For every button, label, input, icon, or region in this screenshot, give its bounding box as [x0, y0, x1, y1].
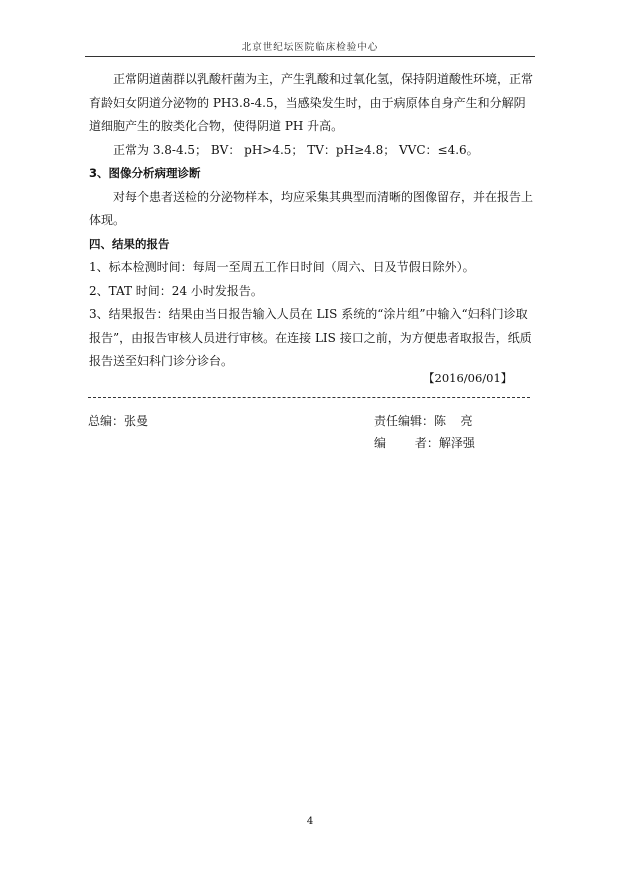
chief-editor: 总编：张曼 [88, 414, 149, 428]
publish-date: 【2016/06/01】 [423, 371, 513, 385]
dashed-divider [88, 397, 530, 398]
section-heading-result-report: 四、结果的报告 [89, 236, 170, 251]
document-body [89, 68, 533, 374]
page-number: 4 [306, 816, 314, 827]
page-header: 北京世纪坛医院临床检验中心 [241, 42, 379, 53]
list-item-tat: 2、TAT 时间：24 小时发报告。 [89, 283, 263, 298]
paragraph-image-analysis: 对每个患者送检的分泌物样本，均应采集其典型而清晰的图像留存，并在报告上体现。 [89, 189, 534, 227]
paragraph-vaginal-flora: 正常阴道菌群以乳酸杆菌为主，产生乳酸和过氧化氢，保持阴道酸性环境，正常育龄妇女阴道分泌物的 PH3.8-4.5，当感染发生时，由于病原体自身产生和分解阴道细胞产生的胺类化合物，使得阴道 PH 升高。 [89, 72, 534, 133]
header-divider [85, 56, 535, 57]
list-item-result-report: 3、结果报告：结果由当日报告输入人员在 LIS 系统的“涂片组”中输入“妇科门诊取报告”，由报告审核人员进行审核。在连接 LIS 接口之前，为方便患者取报告，纸质报告送至妇科门诊分诊台。 [89, 307, 532, 368]
section-heading-image-analysis: 3、图像分析病理诊断 [89, 166, 201, 180]
editor: 编 者：解泽强 [374, 436, 475, 450]
paragraph-ph-ranges: 正常为 3.8-4.5； BV： pH>4.5； TV：pH≥4.8； VVC：≤4.6。 [113, 142, 479, 157]
list-item-test-time: 1、标本检测时间：每周一至周五工作日时间（周六、日及节假日除外）。 [89, 260, 475, 274]
responsible-editor: 责任编辑：陈 亮 [374, 414, 473, 428]
